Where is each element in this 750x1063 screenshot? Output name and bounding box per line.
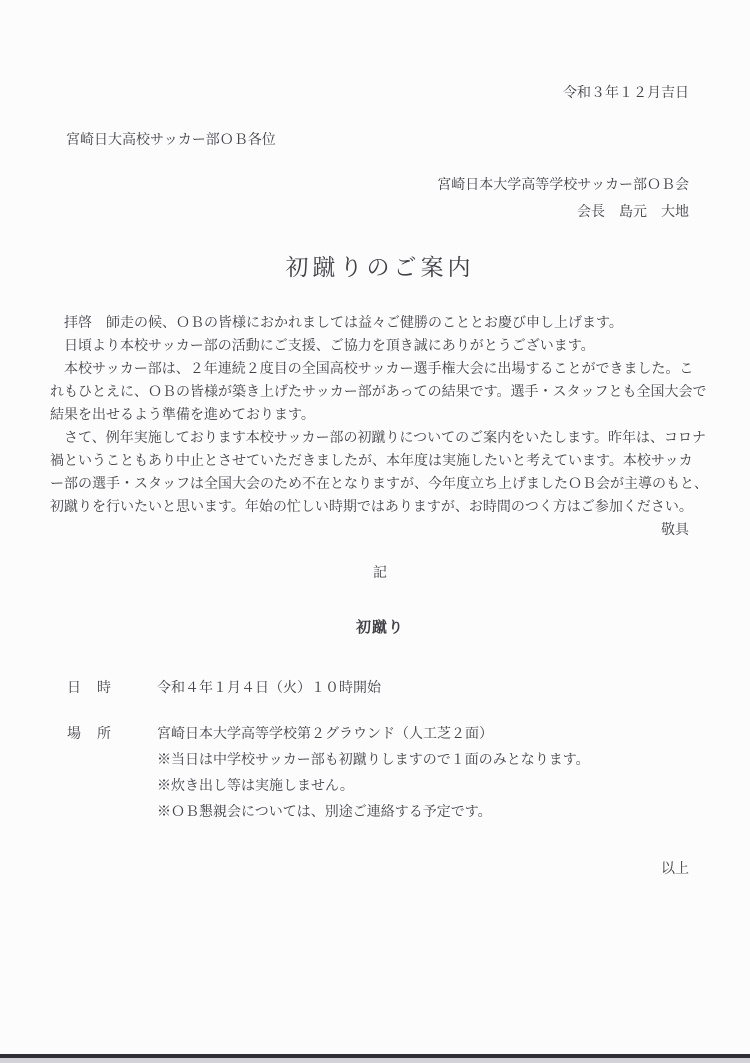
detail-label-place: 場 所 (67, 726, 112, 742)
scan-edge-strip (0, 1058, 750, 1063)
body-line: 本校サッカー部は、２年連続２度目の全国高校サッカー選手権大会に出場することができました。こ (50, 361, 694, 377)
letter-title: 初蹴りのご案内 (285, 255, 475, 281)
place-note: ※ＯＢ懇親会については、別途ご連絡する予定です。 (157, 804, 492, 820)
place-line: 宮崎日本大学高等学校第２グラウンド（人工芝２面） (157, 726, 493, 742)
body-line: れもひとえに、ＯＢの皆様が築き上げたサッカー部があっての結果です。選手・スタッフとも全国大会で (50, 384, 707, 400)
detail-value-datetime: 令和４年１月４日（火）１０時開始 (157, 680, 381, 696)
body-line: 拝啓 師走の候、ＯＢの皆様におかれましては益々ご健勝のこととお慶び申し上げます。 (50, 315, 623, 331)
addressee: 宮崎日大高校サッカー部ＯＢ各位 (66, 132, 276, 148)
end-marker: 以上 (661, 861, 689, 877)
record-marker: 記 (373, 565, 387, 581)
letter-date: 令和３年１２月吉日 (563, 85, 689, 101)
sender-organization: 宮崎日本大学高等学校サッカー部ＯＢ会 (437, 177, 689, 193)
body-line: ー部の選手・スタッフは全国大会のため不在となりますが、今年度立ち上げましたＯＢ会が主導のもと、 (50, 476, 708, 492)
body-line: 初蹴りを行いたいと思います。年始の忙しい時期ではありますが、お時間のつく方はご参加ください。 (50, 499, 693, 515)
detail-value-place (157, 721, 710, 825)
body-line: さて、例年実施しております本校サッカー部の初蹴りについてのご案内をいたします。昨年は、コロナ (50, 430, 707, 446)
event-heading: 初蹴り (355, 618, 404, 636)
letter-body (50, 312, 710, 519)
body-line: 結果を出せるよう準備を進めております。 (50, 407, 315, 423)
sender-representative: 会長 島元 大地 (577, 204, 689, 220)
detail-row-place (50, 721, 710, 825)
closing-word: 敬具 (661, 522, 689, 538)
body-line: 禍ということもあり中止とさせていただきましたが、本年度は実施したいと考えています。本校サッカ (50, 453, 693, 469)
detail-label-datetime: 日 時 (67, 680, 112, 696)
detail-row-datetime (50, 675, 710, 701)
body-line: 日頃より本校サッカー部の活動にご支援、ご協力を頂き誠にありがとうございます。 (50, 338, 595, 354)
place-note: ※炊き出し等は実施しません。 (157, 778, 354, 794)
place-note: ※当日は中学校サッカー部も初蹴りしますので１面のみとなります。 (157, 752, 590, 768)
